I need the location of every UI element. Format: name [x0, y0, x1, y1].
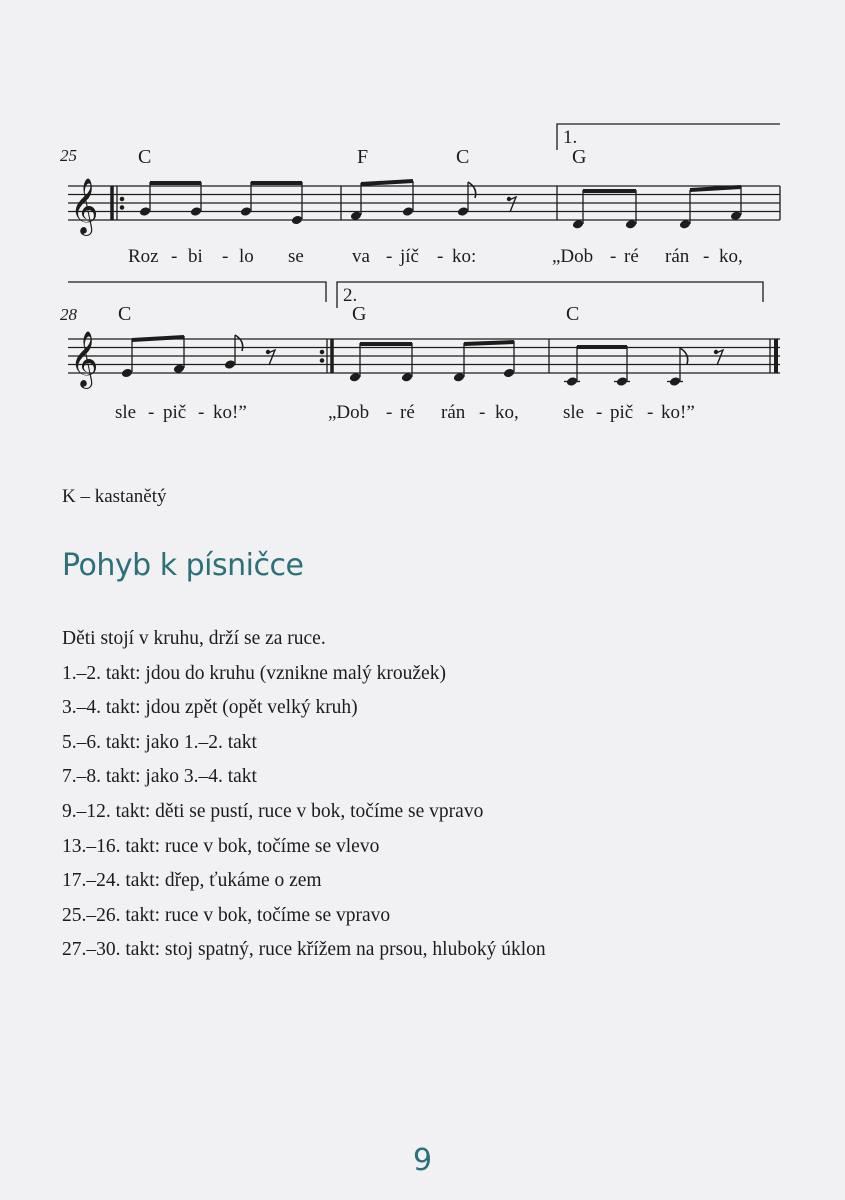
lyric-syllable: lo [239, 246, 254, 267]
instruction-line: Děti stojí v kruhu, drží se za ruce. [62, 628, 326, 649]
lyric-hyphen: - [703, 246, 710, 267]
lyric-syllable: ko, [495, 402, 519, 423]
lyric-hyphen: - [479, 402, 486, 423]
lyric-syllable: rán [441, 402, 466, 423]
lyric-hyphen: - [222, 246, 229, 267]
lyric-syllable: jíč [400, 246, 419, 267]
lyric-syllable: ko!” [661, 402, 695, 423]
lyric-syllable: bi [188, 246, 203, 267]
notes-system-1 [139, 181, 742, 230]
lyric-hyphen: - [596, 402, 603, 423]
instruction-line: 13.–16. takt: ruce v bok, točíme se vlevo [62, 835, 380, 857]
lyric-syllable: va [352, 246, 370, 267]
lyric-syllable: pič [163, 402, 187, 423]
staff-system-1 [68, 124, 780, 220]
lyric-syllable: sle [115, 402, 137, 423]
lyric-syllable: pič [610, 402, 634, 423]
chord-label: C [456, 146, 470, 168]
instrument-legend: K – kastanětý [62, 486, 167, 507]
lyric-hyphen: - [647, 402, 654, 423]
chord-label: G [572, 146, 587, 168]
instruction-line: 7.–8. takt: jako 3.–4. takt [62, 766, 257, 788]
movement-instructions [62, 622, 546, 968]
lyric-syllable: ré [400, 402, 415, 423]
lyric-syllable: se [288, 246, 304, 267]
chord-label: C [118, 303, 132, 325]
music-score [0, 0, 845, 470]
lyric-syllable: ko, [719, 246, 743, 267]
lyric-hyphen: - [386, 402, 393, 423]
chord-label: C [138, 146, 152, 168]
lyric-syllable: ko: [452, 246, 477, 267]
measure-number: 28 [60, 305, 77, 324]
lyric-syllable: rán [665, 246, 690, 267]
lyric-syllable: „Dob [552, 246, 594, 267]
chord-label: G [352, 303, 367, 325]
lyric-hyphen: - [148, 402, 155, 423]
section-title: Pohyb k písničce [62, 548, 304, 583]
svg-text:𝄞: 𝄞 [70, 331, 99, 387]
instruction-line: 1.–2. takt: jdou do kruhu (vznikne malý kroužek) [62, 662, 446, 684]
volta-label: 2. [343, 285, 358, 306]
lyric-syllable: ko!” [213, 402, 247, 423]
treble-clef-icon [70, 331, 98, 389]
lyrics-line-1 [128, 246, 743, 267]
lyric-hyphen: - [610, 246, 617, 267]
instruction-line: 5.–6. takt: jako 1.–2. takt [62, 731, 257, 753]
chord-label: C [566, 303, 580, 325]
measure-number: 25 [60, 146, 77, 165]
lyric-syllable: Roz [128, 246, 159, 267]
chord-label: F [357, 146, 369, 168]
treble-clef-icon [70, 178, 98, 236]
instruction-line: 17.–24. takt: dřep, ťukáme o zem [62, 870, 322, 892]
volta-label: 1. [563, 127, 578, 148]
notes-system-2 [121, 335, 723, 387]
lyric-hyphen: - [198, 402, 205, 423]
instruction-line: 9.–12. takt: děti se pustí, ruce v bok, točíme se vpravo [62, 800, 484, 822]
staff-system-2 [68, 282, 780, 373]
svg-text:𝄞: 𝄞 [70, 178, 99, 234]
lyric-hyphen: - [437, 246, 444, 267]
instruction-line: 27.–30. takt: stoj spatný, ruce křížem na prsou, hluboký úklon [62, 939, 546, 961]
lyric-hyphen: - [171, 246, 178, 267]
lyric-syllable: ré [624, 246, 639, 267]
lyric-syllable: sle [563, 402, 585, 423]
instruction-line: 3.–4. takt: jdou zpět (opět velký kruh) [62, 697, 358, 719]
lyric-hyphen: - [386, 246, 393, 267]
lyrics-line-2 [115, 402, 695, 423]
lyric-syllable: „Dob [328, 402, 370, 423]
instruction-line: 25.–26. takt: ruce v bok, točíme se vpravo [62, 904, 391, 926]
page-number: 9 [412, 1143, 433, 1178]
